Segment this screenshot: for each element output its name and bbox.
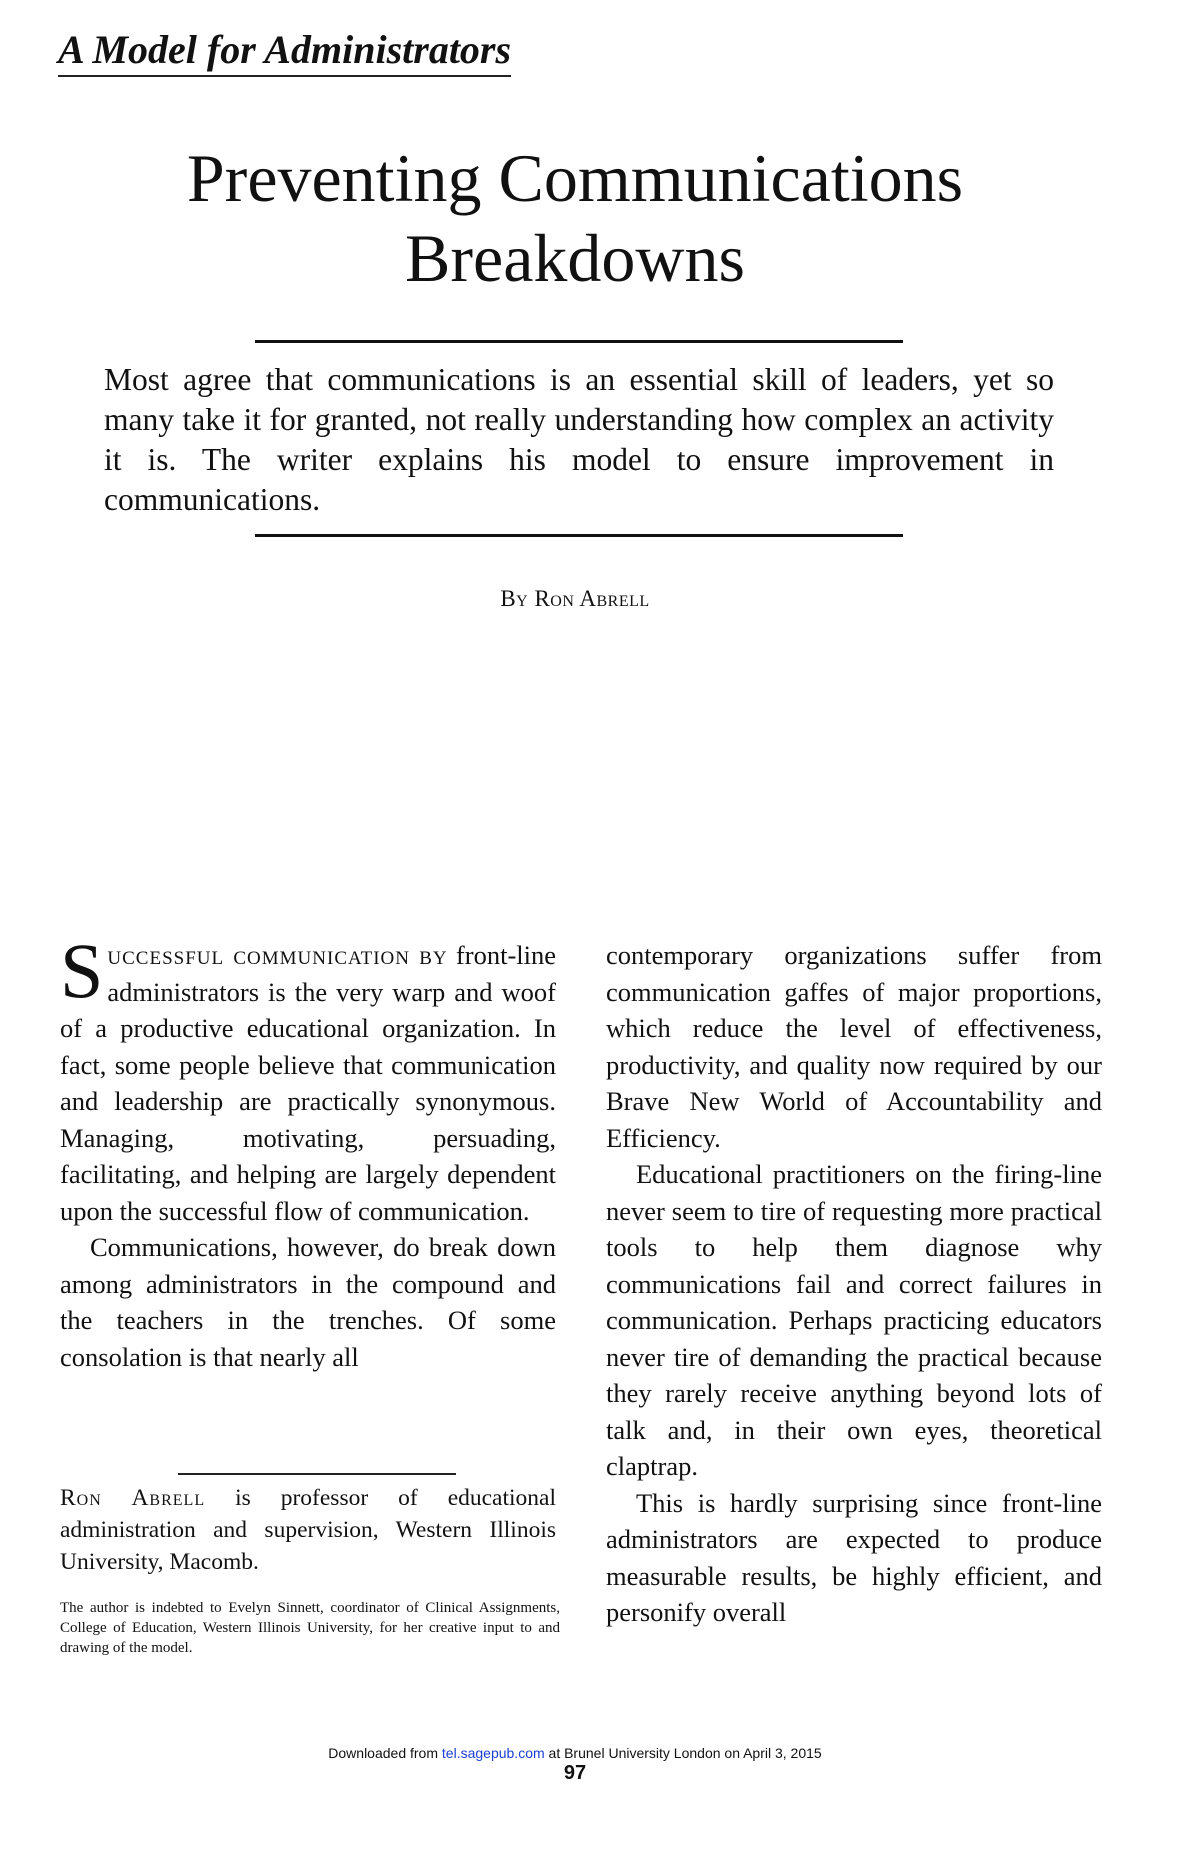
body-paragraph: This is hardly surprising since front-line administrators are expected to produce measurable results, be highly efficient, and personify overall: [606, 1487, 1102, 1627]
deck-bottom-rule: [255, 534, 903, 537]
author-bio: [60, 1482, 556, 1578]
body-paragraph: Educational practitioners on the firing-line never seem to tire of requesting more practical tools to help them diagnose why communications fail and correct failures in communication. Perhaps practicing educators never tire of demanding the practical because they rarely receive anything beyond lots of talk and, in their own eyes, theoretical claptrap.: [606, 1159, 1102, 1481]
author-name: Ron Abrell: [60, 1485, 206, 1511]
body-paragraph: Communications, however, do break down among administrators in the compound and the teachers in the trenches. Of some consolation is that nearly all: [60, 1232, 556, 1372]
left-column: [60, 927, 557, 1375]
byline: By Ron Abrell: [500, 586, 650, 611]
body-paragraph: contemporary organizations suffer from communication gaffes of major proportions, which reduce the level of effectiveness, productivity, and quality now required by our Brave New World of Accountability and Efficiency.: [606, 940, 1102, 1153]
acknowledgment-note: The author is indebted to Evelyn Sinnett, coordinator of Clinical Assignments, College of Education, Western Illinois University, for her creative input to and drawing of the model.: [60, 1600, 560, 1656]
lead-in: uccessful communication by: [107, 940, 448, 970]
body-paragraph: [60, 927, 557, 1229]
download-suffix: at Brunel University London on April 3, 2015: [544, 1745, 822, 1761]
title-line-1: Preventing Communications: [186, 140, 964, 216]
footnote-divider: [178, 1473, 456, 1475]
page-number: 97: [563, 1762, 587, 1784]
drop-cap: S: [60, 927, 104, 1014]
section-label: A Model for Administrators: [58, 26, 511, 77]
download-link[interactable]: tel.sagepub.com: [441, 1745, 545, 1761]
right-column: [606, 937, 1102, 1631]
title-line-2: Breakdowns: [405, 220, 745, 296]
article-deck: Most agree that communications is an essential skill of leaders, yet so many take it for granted, not really understanding how complex an activity it is. The writer explains his model to ensure improvement in communications.: [104, 362, 1054, 517]
deck-top-rule: [255, 340, 903, 343]
download-notice: [0, 1745, 1150, 1761]
author-bio-text: is professor of educational administration and supervision, Western Illinois University, Macomb.: [60, 1485, 557, 1575]
download-prefix: Downloaded from: [328, 1745, 442, 1761]
paragraph-text: front-line administrators is the very warp and woof of a productive educational organization. In fact, some people believe that communication and leadership are practically synonymous. Managing, motivating, persuading, facilitating, and helping are largely dependent upon the successful flow of communication.: [60, 940, 557, 1226]
article-title: [0, 138, 1150, 298]
